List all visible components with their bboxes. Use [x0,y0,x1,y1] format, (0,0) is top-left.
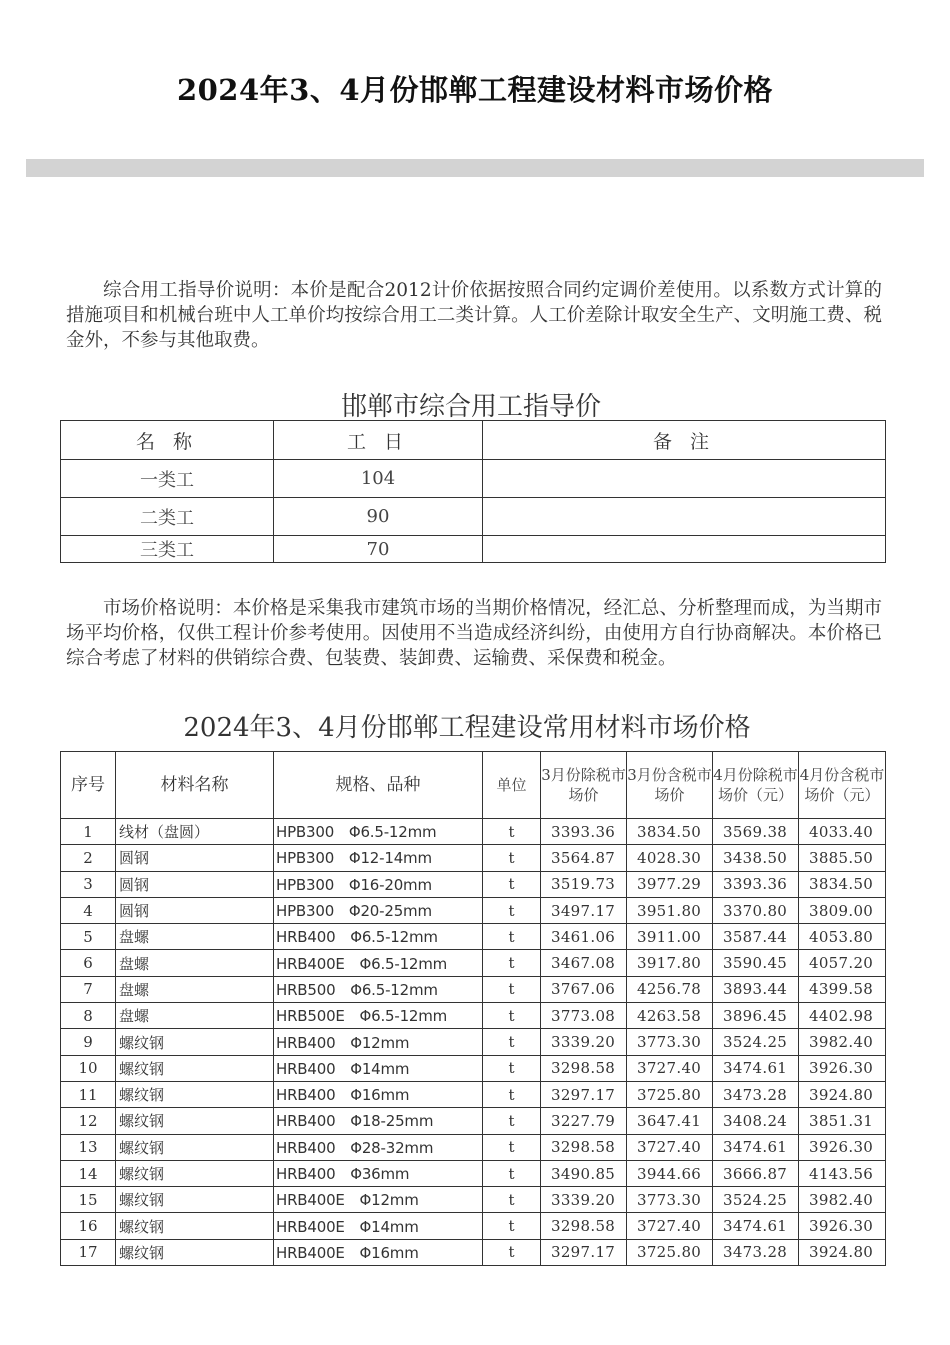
material-table-row [61,871,886,897]
cell-april-inc-tax: 3924.80 [799,1081,886,1107]
cell-april-ex-tax: 3438.50 [713,845,799,871]
material-table-row [61,976,886,1002]
cell-march-ex-tax: 3467.08 [541,950,627,976]
cell-spec: HRB400 Φ36mm [274,1160,483,1186]
header-april-ex-tax: 4月份除税市场价（元） [713,752,799,819]
cell-material-name: 螺纹钢 [116,1187,274,1213]
cell-april-inc-tax: 4143.56 [799,1160,886,1186]
cell-material-name: 螺纹钢 [116,1213,274,1239]
cell-spec: HPB300 Φ16-20mm [274,871,483,897]
cell-seq-no: 2 [61,845,116,871]
cell-unit: t [483,1239,541,1265]
labor-header-note: 备 注 [483,421,886,460]
cell-april-inc-tax: 4399.58 [799,976,886,1002]
cell-march-inc-tax: 3773.30 [627,1187,713,1213]
material-table-title: 2024年3、4月份邯郸工程建设常用材料市场价格 [183,713,751,743]
header-march-inc-tax: 3月份含税市场价 [627,752,713,819]
cell-spec: HRB500 Φ6.5-12mm [274,976,483,1002]
cell-spec: HRB400E Φ12mm [274,1187,483,1213]
cell-april-ex-tax: 3370.80 [713,897,799,923]
cell-material-name: 螺纹钢 [116,1055,274,1081]
cell-april-ex-tax: 3893.44 [713,976,799,1002]
cell-unit: t [483,819,541,845]
cell-april-ex-tax: 3393.36 [713,871,799,897]
cell-seq-no: 11 [61,1081,116,1107]
cell-unit: t [483,1081,541,1107]
cell-material-name: 盘螺 [116,1003,274,1029]
material-table-row [61,1239,886,1265]
material-table-row [61,1081,886,1107]
cell-april-inc-tax: 4402.98 [799,1003,886,1029]
cell-material-name: 螺纹钢 [116,1029,274,1055]
cell-unit: t [483,897,541,923]
cell-april-ex-tax: 3896.45 [713,1003,799,1029]
cell-unit: t [483,845,541,871]
cell-april-inc-tax: 4033.40 [799,819,886,845]
labor-table-row [61,460,886,498]
cell-march-ex-tax: 3298.58 [541,1213,627,1239]
header-april-inc-tax: 4月份含税市场价（元） [799,752,886,819]
labor-cell-name: 一类工 [61,460,274,498]
cell-april-ex-tax: 3524.25 [713,1187,799,1213]
labor-cell-days: 90 [274,498,483,536]
market-price-description: 市场价格说明：本价格是采集我市建筑市场的当期价格情况，经汇总、分析整理而成，为当期市场平均价格，仅供工程计价参考使用。因使用不当造成经济纠纷，由使用方自行协商解决。本价格已综合考虑了材料的供销综合费、包装费、装卸费、运输费、采保费和税金。 [66,598,882,669]
labor-table-row [61,536,886,563]
cell-spec: HRB400E Φ16mm [274,1239,483,1265]
cell-march-inc-tax: 4256.78 [627,976,713,1002]
cell-seq-no: 13 [61,1134,116,1160]
material-table-row [61,1003,886,1029]
labor-price-description: 综合用工指导价说明：本价是配合2012计价依据按照合同约定调价差使用。以系数方式计算的措施项目和机械台班中人工单价均按综合用工二类计算。人工价差除计取安全生产、文明施工费、税金外，不参与其他取费。 [66,280,882,351]
cell-march-ex-tax: 3227.79 [541,1108,627,1134]
cell-april-ex-tax: 3569.38 [713,819,799,845]
cell-march-ex-tax: 3767.06 [541,976,627,1002]
material-table-body [61,819,886,1266]
cell-april-inc-tax: 3851.31 [799,1108,886,1134]
cell-seq-no: 16 [61,1213,116,1239]
cell-march-ex-tax: 3298.58 [541,1055,627,1081]
header-march-ex-tax: 3月份除税市场价 [541,752,627,819]
cell-april-ex-tax: 3590.45 [713,950,799,976]
material-table-row [61,1213,886,1239]
cell-unit: t [483,1160,541,1186]
cell-unit: t [483,924,541,950]
document-title: 2024年3、4月份邯郸工程建设材料市场价格 [176,73,774,107]
cell-march-ex-tax: 3297.17 [541,1081,627,1107]
cell-material-name: 螺纹钢 [116,1239,274,1265]
material-table-row [61,897,886,923]
cell-spec: HRB400 Φ14mm [274,1055,483,1081]
header-material-name: 材料名称 [116,752,274,819]
cell-march-ex-tax: 3490.85 [541,1160,627,1186]
cell-april-inc-tax: 3834.50 [799,871,886,897]
cell-march-inc-tax: 4028.30 [627,845,713,871]
cell-march-inc-tax: 3647.41 [627,1108,713,1134]
cell-material-name: 盘螺 [116,924,274,950]
cell-unit: t [483,1134,541,1160]
cell-march-inc-tax: 3834.50 [627,819,713,845]
material-table-row [61,1108,886,1134]
cell-unit: t [483,1187,541,1213]
cell-march-inc-tax: 3727.40 [627,1055,713,1081]
cell-material-name: 圆钢 [116,897,274,923]
material-table-row [61,950,886,976]
cell-april-inc-tax: 3982.40 [799,1187,886,1213]
cell-april-ex-tax: 3587.44 [713,924,799,950]
labor-header-days: 工 日 [274,421,483,460]
cell-material-name: 圆钢 [116,871,274,897]
labor-table-header-row [61,421,886,460]
labor-cell-name: 二类工 [61,498,274,536]
cell-march-inc-tax: 3727.40 [627,1213,713,1239]
cell-seq-no: 1 [61,819,116,845]
material-table-row [61,924,886,950]
cell-march-inc-tax: 3911.00 [627,924,713,950]
cell-seq-no: 5 [61,924,116,950]
cell-unit: t [483,871,541,897]
cell-spec: HRB500E Φ6.5-12mm [274,1003,483,1029]
cell-spec: HPB300 Φ20-25mm [274,897,483,923]
labor-cell-note [483,498,886,536]
labor-header-name: 名 称 [61,421,274,460]
cell-material-name: 线材（盘圆） [116,819,274,845]
labor-table-row [61,498,886,536]
cell-spec: HRB400 Φ18-25mm [274,1108,483,1134]
cell-march-ex-tax: 3773.08 [541,1003,627,1029]
header-divider-band [26,159,924,177]
cell-material-name: 盘螺 [116,950,274,976]
cell-unit: t [483,950,541,976]
cell-march-ex-tax: 3564.87 [541,845,627,871]
header-spec: 规格、品种 [274,752,483,819]
cell-march-ex-tax: 3519.73 [541,871,627,897]
header-unit: 单位 [483,752,541,819]
cell-april-ex-tax: 3666.87 [713,1160,799,1186]
cell-march-ex-tax: 3297.17 [541,1239,627,1265]
cell-material-name: 螺纹钢 [116,1134,274,1160]
cell-april-inc-tax: 3926.30 [799,1213,886,1239]
cell-march-inc-tax: 3727.40 [627,1134,713,1160]
labor-cell-note [483,460,886,498]
cell-april-inc-tax: 3924.80 [799,1239,886,1265]
labor-cell-days: 70 [274,536,483,563]
cell-spec: HRB400 Φ16mm [274,1081,483,1107]
cell-march-inc-tax: 3725.80 [627,1239,713,1265]
cell-seq-no: 15 [61,1187,116,1213]
cell-unit: t [483,1003,541,1029]
cell-april-inc-tax: 3926.30 [799,1134,886,1160]
cell-spec: HRB400E Φ14mm [274,1213,483,1239]
cell-seq-no: 17 [61,1239,116,1265]
material-table-row [61,1029,886,1055]
cell-march-inc-tax: 4263.58 [627,1003,713,1029]
cell-march-ex-tax: 3497.17 [541,897,627,923]
cell-seq-no: 9 [61,1029,116,1055]
cell-march-inc-tax: 3725.80 [627,1081,713,1107]
cell-spec: HPB300 Φ12-14mm [274,845,483,871]
labor-table-body [61,460,886,563]
material-table-row [61,1134,886,1160]
cell-march-ex-tax: 3461.06 [541,924,627,950]
cell-material-name: 螺纹钢 [116,1160,274,1186]
material-table-row [61,1187,886,1213]
header-seq-no: 序号 [61,752,116,819]
cell-april-inc-tax: 3982.40 [799,1029,886,1055]
cell-april-inc-tax: 3926.30 [799,1055,886,1081]
cell-spec: HRB400 Φ6.5-12mm [274,924,483,950]
cell-material-name: 螺纹钢 [116,1081,274,1107]
cell-seq-no: 7 [61,976,116,1002]
cell-march-inc-tax: 3773.30 [627,1029,713,1055]
material-table-row [61,1160,886,1186]
cell-unit: t [483,1108,541,1134]
cell-march-ex-tax: 3339.20 [541,1029,627,1055]
cell-spec: HPB300 Φ6.5-12mm [274,819,483,845]
cell-spec: HRB400E Φ6.5-12mm [274,950,483,976]
cell-april-inc-tax: 3885.50 [799,845,886,871]
cell-march-ex-tax: 3393.36 [541,819,627,845]
cell-seq-no: 14 [61,1160,116,1186]
cell-april-ex-tax: 3474.61 [713,1213,799,1239]
material-table-row [61,819,886,845]
cell-march-ex-tax: 3339.20 [541,1187,627,1213]
cell-april-inc-tax: 4057.20 [799,950,886,976]
cell-seq-no: 3 [61,871,116,897]
cell-seq-no: 4 [61,897,116,923]
labor-table-title: 邯郸市综合用工指导价 [340,392,601,422]
cell-april-ex-tax: 3408.24 [713,1108,799,1134]
cell-april-ex-tax: 3473.28 [713,1239,799,1265]
cell-april-inc-tax: 4053.80 [799,924,886,950]
cell-april-inc-tax: 3809.00 [799,897,886,923]
cell-seq-no: 6 [61,950,116,976]
labor-cell-name: 三类工 [61,536,274,563]
cell-unit: t [483,976,541,1002]
cell-seq-no: 12 [61,1108,116,1134]
cell-seq-no: 8 [61,1003,116,1029]
material-price-table [60,751,886,1266]
cell-april-ex-tax: 3474.61 [713,1055,799,1081]
cell-march-ex-tax: 3298.58 [541,1134,627,1160]
cell-unit: t [483,1055,541,1081]
cell-march-inc-tax: 3951.80 [627,897,713,923]
cell-material-name: 螺纹钢 [116,1108,274,1134]
material-table-row [61,845,886,871]
cell-april-ex-tax: 3524.25 [713,1029,799,1055]
cell-material-name: 圆钢 [116,845,274,871]
labor-price-table [60,420,886,563]
cell-april-ex-tax: 3473.28 [713,1081,799,1107]
material-table-row [61,1055,886,1081]
labor-cell-note [483,536,886,563]
cell-april-ex-tax: 3474.61 [713,1134,799,1160]
material-table-header-row [61,752,886,819]
cell-march-inc-tax: 3917.80 [627,950,713,976]
cell-seq-no: 10 [61,1055,116,1081]
cell-spec: HRB400 Φ28-32mm [274,1134,483,1160]
cell-spec: HRB400 Φ12mm [274,1029,483,1055]
labor-cell-days: 104 [274,460,483,498]
cell-march-inc-tax: 3944.66 [627,1160,713,1186]
cell-march-inc-tax: 3977.29 [627,871,713,897]
cell-unit: t [483,1029,541,1055]
cell-unit: t [483,1213,541,1239]
cell-material-name: 盘螺 [116,976,274,1002]
